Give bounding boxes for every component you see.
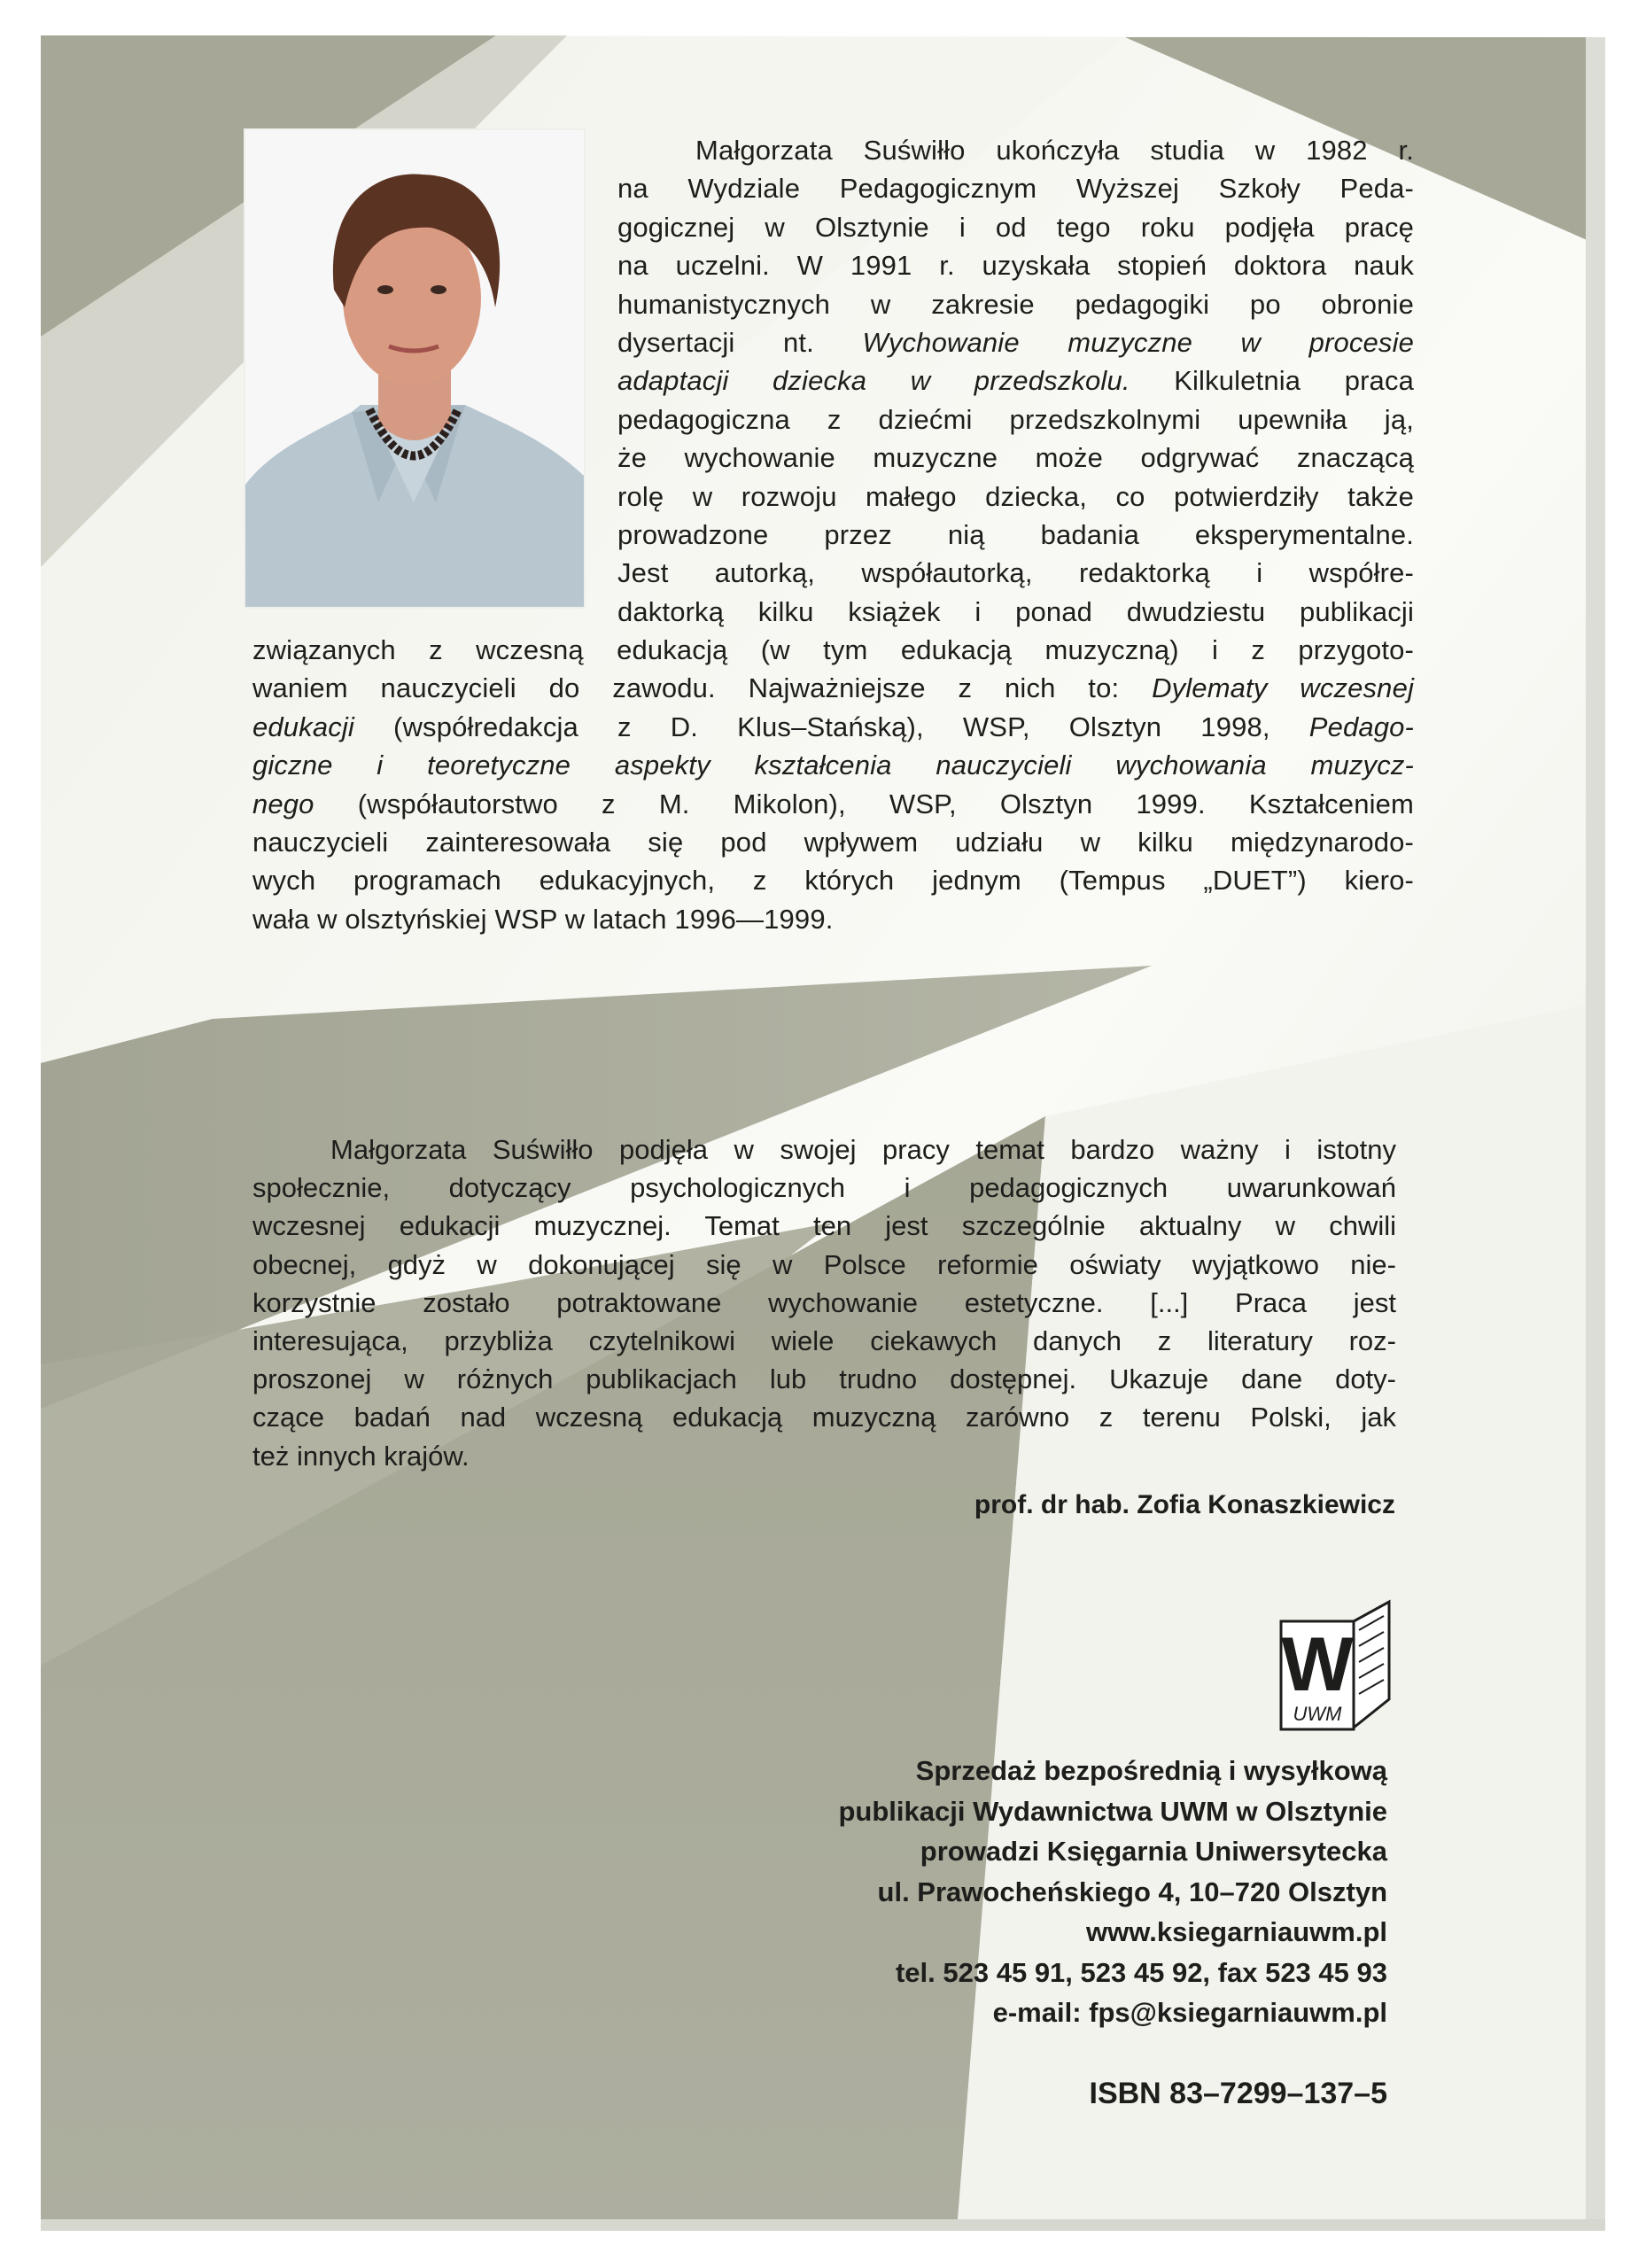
contact-phone: tel. 523 45 91, 523 45 92, fax 523 45 93 bbox=[895, 1956, 1387, 1988]
publisher-contact bbox=[838, 1751, 1387, 2033]
review-line: czące badań nad wczesną edukacją muzyczną zarówno z terenu Polski, jak bbox=[252, 1402, 1396, 1433]
bio-line-text: dysertacji nt. bbox=[617, 327, 814, 359]
bio-line: Jest autorką, współautorką, redaktorką i współre- bbox=[617, 557, 1414, 589]
dissertation-title: Wychowanie muzyczne w procesie bbox=[862, 327, 1415, 359]
bio-line: rolę w rozwoju małego dziecka, co potwierdziły także bbox=[617, 480, 1414, 512]
author-bio-full bbox=[252, 631, 1414, 938]
bio-line: gogicznej w Olsztynie i od tego roku podjęła pracę bbox=[617, 211, 1414, 243]
bio-line: prowadzone przez nią badania eksperymentalne. bbox=[617, 519, 1414, 551]
bio-line bbox=[252, 708, 1414, 746]
review-line: interesująca, przybliża czytelnikowi wiele ciekawych danych z literatury roz- bbox=[252, 1325, 1396, 1357]
bio-line: nauczycieli zainteresowała się pod wpływem udziału w kilku międzynarodo- bbox=[252, 827, 1414, 858]
bio-line bbox=[617, 131, 1414, 169]
contact-email: e-mail: fps@ksiegarniauwm.pl bbox=[992, 1997, 1387, 2028]
logo-letter: W bbox=[1281, 1622, 1354, 1707]
review-line: społecznie, dotyczący psychologicznych i pedagogicznych uwarunkowań bbox=[252, 1172, 1396, 1204]
review-line: korzystnie zostało potraktowane wychowanie estetyczne. [...] Praca jest bbox=[252, 1286, 1396, 1318]
publisher-logo bbox=[1276, 1595, 1400, 1736]
bio-line: na uczelni. W 1991 r. uzyskała stopień doktora nauk bbox=[617, 250, 1414, 282]
review-line: też innych krajów. bbox=[252, 1440, 470, 1472]
review-quote bbox=[252, 1130, 1396, 1475]
review-line: Małgorzata Suświłło podjęła w swojej pracy temat bardzo ważny i istotny bbox=[330, 1134, 1396, 1165]
book-title: giczne i teoretyczne aspekty kształcenia nauczycieli wychowania muzycz- bbox=[252, 750, 1414, 781]
book-title: Dylematy wczesnej bbox=[1152, 672, 1414, 704]
bio-line bbox=[617, 323, 1414, 361]
logo-subtext: UWM bbox=[1293, 1703, 1342, 1725]
review-line: proszonej w różnych publikacjach lub trudno dostępnej. Ukazuje dane doty- bbox=[252, 1363, 1396, 1395]
bio-line-text: Małgorzata Suświłło ukończyła studia w 1982 r. bbox=[695, 135, 1414, 166]
bio-line: na Wydziale Pedagogicznym Wyższej Szkoły Peda- bbox=[617, 173, 1414, 205]
bio-line: wych programach edukacyjnych, z których jednym (Tempus „DUET”) kiero- bbox=[252, 865, 1414, 897]
bio-line bbox=[252, 785, 1414, 823]
bio-line-text: (współredakcja z D. Klus–Stańską), WSP, Olsztyn 1998, bbox=[393, 711, 1270, 742]
book-title: nego bbox=[252, 788, 314, 819]
bio-line: daktorką kilku książek i ponad dwudziestu publikacji bbox=[617, 595, 1414, 627]
contact-line: ul. Prawocheńskiego 4, 10–720 Olsztyn bbox=[877, 1876, 1387, 1907]
bio-line-text: (współautorstwo z M. Mikolon), WSP, Olsztyn 1999. Kształceniem bbox=[357, 788, 1414, 819]
bio-line bbox=[252, 669, 1414, 707]
contact-line: publikacji Wydawnictwa UWM w Olsztynie bbox=[838, 1795, 1387, 1827]
bio-line bbox=[252, 746, 1414, 784]
book-title: Pedago- bbox=[1308, 711, 1415, 742]
contact-website: www.ksiegarniauwm.pl bbox=[1086, 1916, 1387, 1947]
bio-line: humanistycznych w zakresie pedagogiki po obronie bbox=[617, 288, 1414, 320]
bio-line: że wychowanie muzyczne może odgrywać znaczącą bbox=[617, 442, 1414, 474]
contact-line: prowadzi Księgarnia Uniwersytecka bbox=[920, 1836, 1387, 1867]
review-line: obecnej, gdyż w dokonującej się w Polsce reformie oświaty wyjątkowo nie- bbox=[252, 1248, 1396, 1280]
bio-line: wała w olsztyńskiej WSP w latach 1996—1999. bbox=[252, 903, 834, 935]
dissertation-title: adaptacji dziecka w przedszkolu. bbox=[617, 365, 1130, 397]
book-title: edukacji bbox=[252, 711, 354, 742]
contact-line: Sprzedaż bezpośrednią i wysyłkową bbox=[915, 1755, 1387, 1786]
bio-line-text: Kilkuletnia praca bbox=[1174, 365, 1414, 397]
bio-line: pedagogiczna z dziećmi przedszkolnymi upewniła ją, bbox=[617, 403, 1414, 435]
isbn: ISBN 83–7299–137–5 bbox=[1089, 2077, 1387, 2110]
review-signature: prof. dr hab. Zofia Konaszkiewicz bbox=[974, 1490, 1395, 1519]
bio-line: związanych z wczesną edukacją (w tym edukacją muzyczną) i z przygoto- bbox=[252, 634, 1414, 665]
review-line: wczesnej edukacji muzycznej. Temat ten jest szczególnie aktualny w chwili bbox=[252, 1210, 1396, 1242]
author-bio-top bbox=[617, 131, 1414, 631]
bio-line-text: waniem nauczycieli do zawodu. Najważniejsze z nich to: bbox=[252, 672, 1120, 704]
bio-line bbox=[617, 361, 1414, 400]
